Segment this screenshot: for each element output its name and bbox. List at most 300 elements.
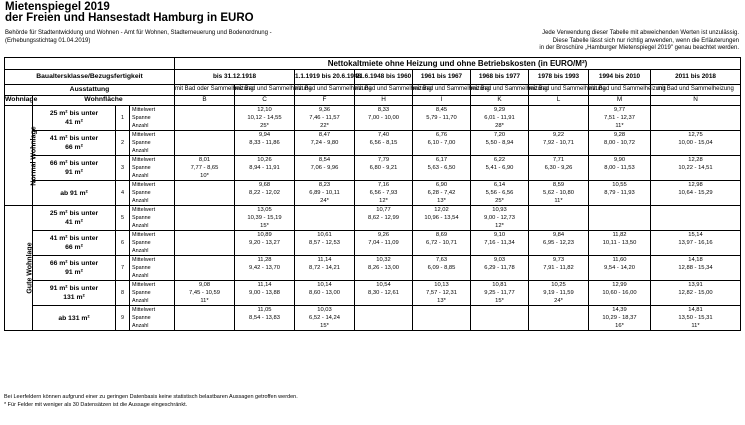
rent-value-cell [175,314,235,322]
wohnflaeche-cell: 41 m² bis unter 66 m² [33,131,116,156]
rent-value-cell: 8,45 [413,106,471,115]
rent-value-cell [529,106,589,115]
rent-value-cell [651,247,741,256]
wohnlage-group-label: Normal Wohnlage [5,106,33,206]
rent-value-cell: 7,79 [355,156,413,165]
rent-value-cell [651,206,741,215]
rent-value-cell [295,172,355,181]
rent-value-cell [413,222,471,231]
rent-value-cell [529,322,589,331]
rent-value-cell: 5,56 - 6,56 [471,189,529,197]
stat-label: Anzahl [130,272,175,281]
rent-value-cell [651,122,741,131]
equipment-header: mit Bad und Sammelheizung [529,85,589,96]
rent-value-cell [651,114,741,122]
stat-label: Spanne [130,189,175,197]
rent-value-cell [175,222,235,231]
rent-value-cell [413,314,471,322]
year-header: 1994 bis 2010 [589,70,651,85]
stat-label: Spanne [130,164,175,172]
rent-value-cell: 7,77 - 8,65 [175,164,235,172]
rent-value-cell: 10,55 [589,181,651,190]
rent-value-cell [175,181,235,190]
table-row [5,206,741,215]
rent-value-cell [235,297,295,306]
wohnflaeche-cell: 66 m² bis unter 91 m² [33,256,116,281]
stat-label: Anzahl [130,247,175,256]
column-letter: H [355,95,413,106]
rent-value-cell: 25* [235,122,295,131]
table-row [5,131,741,140]
rent-value-cell: 14,81 [651,306,741,315]
rent-value-cell: 9,00 - 12,73 [471,214,529,222]
rent-value-cell: 9,42 - 13,70 [235,264,295,272]
rent-value-cell: 9,54 - 14,20 [589,264,651,272]
rent-value-cell [175,322,235,331]
stat-label: Anzahl [130,222,175,231]
rent-value-cell [529,214,589,222]
stat-label: Anzahl [130,172,175,181]
rent-value-cell: 6,90 [413,181,471,190]
rent-value-cell: 24* [295,197,355,206]
rent-value-cell: 7,04 - 11,09 [355,239,413,247]
rent-value-cell [175,197,235,206]
rent-value-cell [295,272,355,281]
rent-value-cell: 7,91 - 11,82 [529,264,589,272]
rent-value-cell: 5,79 - 11,70 [413,114,471,122]
rent-value-cell: 10,81 [471,281,529,290]
rent-table [4,57,741,331]
title-line-1: Mietenspiegel 2019 [5,1,110,13]
stat-label: Anzahl [130,322,175,331]
rent-value-cell [471,172,529,181]
rent-value-cell: 10,12 - 14,55 [235,114,295,122]
column-letter: B [175,95,235,106]
wohnflaeche-cell: ab 131 m² [33,306,116,331]
rent-value-cell: 24* [529,297,589,306]
rent-value-cell [355,297,413,306]
rent-value-cell [175,272,235,281]
rent-value-cell: 8,62 - 12,99 [355,214,413,222]
rent-value-cell: 8,33 - 11,86 [235,139,295,147]
table-row [5,306,741,315]
rent-value-cell: 9,19 - 11,59 [529,289,589,297]
rent-value-cell: 9,03 [471,256,529,265]
rent-value-cell: 6,10 - 7,00 [413,139,471,147]
footnotes [4,393,739,409]
rent-value-cell: 11,14 [235,281,295,290]
rent-value-cell: 9,90 [589,156,651,165]
wohnflaeche-cell: 91 m² bis unter 131 m² [33,281,116,306]
rent-value-cell [471,247,529,256]
rent-value-cell: 15* [295,322,355,331]
rent-value-cell: 11,28 [235,256,295,265]
rent-value-cell [589,272,651,281]
stat-label: Anzahl [130,297,175,306]
rent-value-cell: 9,68 [235,181,295,190]
row-number: 3 [116,156,130,181]
stat-label: Mittelwert [130,256,175,265]
rent-value-cell: 16* [589,322,651,331]
rent-value-cell: 6,01 - 11,91 [471,114,529,122]
rent-value-cell [589,197,651,206]
rent-value-cell: 10,00 - 15,04 [651,139,741,147]
rent-value-cell: 11* [589,122,651,131]
rent-value-cell [651,214,741,222]
rent-value-cell: 22* [295,122,355,131]
wohnflaeche-cell: ab 91 m² [33,181,116,206]
rent-value-cell [529,247,589,256]
rent-value-cell: 7,45 - 10,59 [175,289,235,297]
rent-value-cell: 9,73 [529,256,589,265]
rent-value-cell: 8,54 - 13,83 [235,314,295,322]
row-number: 5 [116,206,130,231]
rent-value-cell: 7,57 - 12,31 [413,289,471,297]
rent-value-cell [355,147,413,156]
rent-value-cell: 15* [235,222,295,231]
rent-value-cell: 8,01 [175,156,235,165]
stat-label: Spanne [130,289,175,297]
rent-value-cell: 12,75 [651,131,741,140]
rent-value-cell [355,222,413,231]
rent-value-cell: 9,26 [355,231,413,240]
rent-value-cell: 6,52 - 14,24 [295,314,355,322]
rent-value-cell: 7,00 - 10,00 [355,114,413,122]
rent-value-cell: 8,33 [355,106,413,115]
rent-value-cell [295,247,355,256]
stat-label: Mittelwert [130,281,175,290]
column-letter: K [471,95,529,106]
rent-value-cell: 7,24 - 9,80 [295,139,355,147]
rent-value-cell: 13* [413,297,471,306]
equipment-header: mit Bad und Sammelheizung [295,85,355,96]
rent-value-cell [589,206,651,215]
rent-value-cell: 7,20 [471,131,529,140]
rent-value-cell [175,264,235,272]
rent-value-cell [589,247,651,256]
rent-value-cell [651,197,741,206]
rent-value-cell: 9,77 [589,106,651,115]
rent-value-cell: 6,17 [413,156,471,165]
rent-value-cell: 5,50 - 8,94 [471,139,529,147]
rent-value-cell [529,114,589,122]
rent-value-cell [413,172,471,181]
rent-value-cell: 28* [471,122,529,131]
rent-value-cell: 11* [529,197,589,206]
rent-value-cell: 7,51 - 12,37 [589,114,651,122]
rent-value-cell: 13* [413,197,471,206]
rent-value-cell [589,172,651,181]
rent-value-cell: 9,84 [529,231,589,240]
rent-value-cell: 11,82 [589,231,651,240]
row-number: 2 [116,131,130,156]
rent-value-cell [413,147,471,156]
rent-value-cell: 9,10 [471,231,529,240]
rent-value-cell: 8,22 - 12,02 [235,189,295,197]
rent-value-cell: 8,94 - 11,91 [235,164,295,172]
rent-value-cell: 7,16 - 11,34 [471,239,529,247]
rent-value-cell [589,222,651,231]
rent-value-cell [235,247,295,256]
wohnflaeche-cell: 25 m² bis unter 41 m² [33,106,116,131]
row-number: 8 [116,281,130,306]
rent-value-cell: 9,20 - 13,27 [235,239,295,247]
rent-value-cell [529,272,589,281]
rent-value-cell [471,306,529,315]
rent-value-cell [529,206,589,215]
usage-note-line-3: in der Broschüre „Hamburger Mietenspiegel 2019" genau beachtet werden. [539,45,739,51]
rent-value-cell: 12,88 - 15,34 [651,264,741,272]
rent-value-cell: 10,32 [355,256,413,265]
rent-value-cell [175,139,235,147]
rent-value-cell: 10,61 [295,231,355,240]
equipment-header: mit Bad und Sammelheizung [235,85,295,96]
rent-value-cell: 12* [355,197,413,206]
publisher-line-2: (Erhebungsstichtag 01.04.2019) [5,37,91,44]
rent-value-cell: 13,91 [651,281,741,290]
stat-label: Mittelwert [130,131,175,140]
rent-value-cell [471,147,529,156]
rent-value-cell [651,172,741,181]
rent-value-cell [175,147,235,156]
equipment-header: mit Bad und Sammelheizung [413,85,471,96]
rent-value-cell: 7,40 [355,131,413,140]
rent-value-cell [355,247,413,256]
rent-value-cell: 6,09 - 8,85 [413,264,471,272]
wohnlage-header: Wohnlage [5,95,33,106]
column-letter: N [651,95,741,106]
rent-value-cell: 10,26 [235,156,295,165]
rent-value-cell [295,297,355,306]
rent-value-cell: 9,00 - 13,88 [235,289,295,297]
rent-value-cell [175,114,235,122]
rent-value-cell: 9,29 [471,106,529,115]
year-header: 21.6.1948 bis 1960 [355,70,413,85]
rent-value-cell: 8,00 - 11,53 [589,164,651,172]
rent-value-cell: 10* [175,172,235,181]
rent-value-cell: 13,50 - 15,31 [651,314,741,322]
rent-value-cell [471,314,529,322]
document-title [5,2,254,24]
row-number: 1 [116,106,130,131]
row-number: 7 [116,256,130,281]
rent-value-cell [175,306,235,315]
rent-value-cell: 7,71 [529,156,589,165]
rent-value-cell [235,197,295,206]
year-header: 1.1.1919 bis 20.6.1948 [295,70,355,85]
rent-value-cell [651,106,741,115]
stat-label: Mittelwert [130,156,175,165]
rent-value-cell [175,131,235,140]
rent-value-cell: 6,30 - 9,26 [529,164,589,172]
rent-value-cell: 9,22 [529,131,589,140]
rent-value-cell: 13,05 [235,206,295,215]
rent-value-cell [355,122,413,131]
row-number: 6 [116,231,130,256]
rent-value-cell [471,322,529,331]
rent-value-cell [413,272,471,281]
column-letter: I [413,95,471,106]
rent-value-cell [355,172,413,181]
year-header: bis 31.12.1918 [175,70,295,85]
rent-value-cell: 8,30 - 12,61 [355,289,413,297]
usage-note-line-2: Diese Tabelle lässt sich nur richtig anwenden, wenn die Erläuterungen [552,37,739,44]
row-number: 4 [116,181,130,206]
rent-value-cell: 6,56 - 8,15 [355,139,413,147]
year-header: 1968 bis 1977 [471,70,529,85]
rent-value-cell [529,314,589,322]
rent-value-cell [413,122,471,131]
rent-value-cell: 13,97 - 16,16 [651,239,741,247]
stat-label: Spanne [130,214,175,222]
rent-value-cell: 6,22 [471,156,529,165]
rent-value-cell: 5,63 - 6,50 [413,164,471,172]
rent-value-cell: 12,98 [651,181,741,190]
rent-value-cell [651,147,741,156]
rent-value-cell: 11,14 [295,256,355,265]
table-row [5,156,741,165]
stat-label: Mittelwert [130,306,175,315]
rent-value-cell [413,306,471,315]
rent-value-cell: 8,23 [295,181,355,190]
rent-value-cell: 10,25 [529,281,589,290]
usage-note-line-1: Jede Verwendung dieser Tabelle mit abweichenden Werten ist unzulässig. [542,30,739,36]
rent-value-cell: 6,80 - 9,21 [355,164,413,172]
baualter-header: Baualtersklasse/Bezugsfertigkeit [5,70,175,85]
rent-value-cell [651,297,741,306]
stat-label: Anzahl [130,122,175,131]
footnote-empty-fields: Bei Leerfeldern können aufgrund einer zu geringen Datenbasis keine statistisch belastbaren Aussagen getroffen werden. [4,394,298,400]
rent-value-cell: 10,77 [355,206,413,215]
rent-value-cell [175,106,235,115]
equipment-header: mit Bad oder Sammelheizung [175,85,235,96]
rent-value-cell: 6,28 - 7,42 [413,189,471,197]
rent-value-cell [175,239,235,247]
wohnflaeche-cell: 66 m² bis unter 91 m² [33,156,116,181]
rent-value-cell: 8,72 - 14,21 [295,264,355,272]
rent-value-cell: 11* [175,297,235,306]
rent-value-cell: 5,62 - 10,80 [529,189,589,197]
rent-value-cell [355,314,413,322]
stat-label: Spanne [130,314,175,322]
equipment-header: mit Bad und Sammelheizung [589,85,651,96]
publisher-info [5,30,272,45]
rent-value-cell: 12,10 [235,106,295,115]
rent-value-cell [589,214,651,222]
rent-value-cell: 15* [471,297,529,306]
usage-note [539,30,739,53]
rent-value-cell [413,322,471,331]
column-letter: F [295,95,355,106]
equipment-header: mit Bad und Sammelheizung [355,85,413,96]
rent-value-cell: 14,18 [651,256,741,265]
rent-value-cell [235,272,295,281]
rent-value-cell: 7,63 [413,256,471,265]
table-row [5,281,741,290]
rent-value-cell: 9,28 [589,131,651,140]
rent-value-cell: 6,29 - 11,78 [471,264,529,272]
rent-value-cell [529,172,589,181]
rent-value-cell: 8,54 [295,156,355,165]
rent-value-cell: 5,41 - 6,90 [471,164,529,172]
rent-value-cell [235,172,295,181]
rent-value-cell: 10,93 [471,206,529,215]
rent-value-cell: 10,14 [295,281,355,290]
rent-value-cell: 25* [471,197,529,206]
year-header: 1978 bis 1993 [529,70,589,85]
rent-value-cell [235,322,295,331]
rent-value-cell: 10,39 - 15,19 [235,214,295,222]
rent-value-cell: 10,22 - 14,51 [651,164,741,172]
rent-value-cell: 9,36 [295,106,355,115]
rent-value-cell: 10,89 [235,231,295,240]
year-header: 2011 bis 2018 [651,70,741,85]
rent-value-cell [355,272,413,281]
equipment-header: mit Bad und Sammelheizung [651,85,741,96]
rent-value-cell: 8,26 - 13,00 [355,264,413,272]
rent-value-cell: 12,02 [413,206,471,215]
rent-value-cell: 12,82 - 15,00 [651,289,741,297]
rent-value-cell: 6,72 - 10,71 [413,239,471,247]
rent-value-cell: 7,16 [355,181,413,190]
rent-value-cell: 10,29 - 18,37 [589,314,651,322]
rent-value-cell: 9,25 - 11,77 [471,289,529,297]
rent-value-cell: 8,69 [413,231,471,240]
table-row [5,106,741,115]
main-header: Nettokaltmiete ohne Heizung und ohne Betriebskosten (in EURO/M²) [175,58,741,70]
rent-value-cell [651,272,741,281]
stat-label: Anzahl [130,197,175,206]
stat-label: Mittelwert [130,181,175,190]
title-line-2: der Freien und Hansestadt Hamburg in EURO [5,12,254,24]
rent-value-cell: 15,14 [651,231,741,240]
rent-value-cell: 7,92 - 10,71 [529,139,589,147]
rent-value-cell [413,247,471,256]
table-row [5,256,741,265]
column-letter: M [589,95,651,106]
wohnflaeche-cell: 25 m² bis unter 41 m² [33,206,116,231]
rent-value-cell [529,147,589,156]
stat-label: Spanne [130,239,175,247]
rent-value-cell: 10,54 [355,281,413,290]
rent-value-cell [295,147,355,156]
rent-value-cell [471,272,529,281]
rent-value-cell [651,222,741,231]
rent-value-cell [295,214,355,222]
stat-label: Anzahl [130,147,175,156]
rent-value-cell: 8,57 - 12,53 [295,239,355,247]
rent-value-cell: 12* [471,222,529,231]
equipment-header: mit Bad und Sammelheizung [471,85,529,96]
wohnlage-group-label: Gute Wohnlage [5,206,33,331]
rent-value-cell [295,222,355,231]
year-header: 1961 bis 1967 [413,70,471,85]
table-corner [5,58,175,70]
column-letter: L [529,95,589,106]
rent-value-cell [235,147,295,156]
rent-value-cell [175,206,235,215]
rent-value-cell: 10,96 - 13,54 [413,214,471,222]
rent-value-cell [175,189,235,197]
rent-value-cell: 9,08 [175,281,235,290]
stat-label: Spanne [130,114,175,122]
rent-value-cell: 8,60 - 13,00 [295,289,355,297]
stat-label: Mittelwert [130,106,175,115]
rent-value-cell [175,247,235,256]
publisher-line-1: Behörde für Stadtentwicklung und Wohnen - Amt für Wohnen, Stadterneuerung und Bodenordnung - [5,30,272,36]
footnote-asterisk: * Für Felder mit weniger als 30 Datensätzen ist die Aussage eingeschränkt. [4,402,188,408]
rent-value-cell: 10,60 - 16,00 [589,289,651,297]
